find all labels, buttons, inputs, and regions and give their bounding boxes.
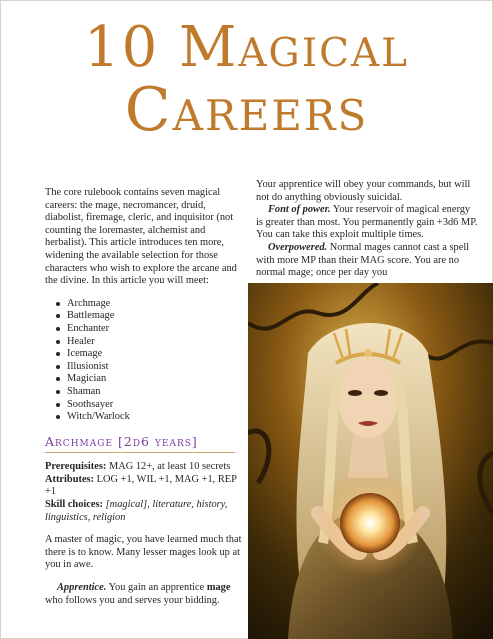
- archmage-description: A master of magic, you have learned much that there is to know. Many lesser mages look up at you in awe.: [45, 534, 242, 571]
- list-item: Soothsayer: [67, 399, 245, 412]
- list-item: Battlemage: [67, 310, 245, 323]
- right-column: [256, 179, 478, 290]
- apprentice-text-b: who follows you and serves your bidding.: [45, 594, 220, 606]
- overpowered-text: Normal mages cannot cast a spell with more MP than their MAG score. You are no normal mage; once per day you: [256, 241, 470, 279]
- apprentice-paragraph: [45, 582, 245, 607]
- skill-choices-label: Skill choices:: [45, 499, 104, 511]
- sorceress-illustration: [248, 283, 493, 639]
- page-title-line-2: Careers: [124, 75, 369, 145]
- list-item: Icemage: [67, 348, 245, 361]
- attributes-value: LOG +1, WIL +1, MAG +1, REP +1: [45, 473, 237, 498]
- list-item: Illusionist: [67, 361, 245, 374]
- list-item: Magician: [67, 373, 245, 386]
- prerequisites-value: MAG 12+, at least 10 secrets: [108, 461, 231, 473]
- attributes-label: Attributes:: [45, 473, 95, 485]
- list-item: Healer: [67, 336, 245, 349]
- right-paragraph-1: Your apprentice will obey your commands, but will not do anything obviously suicidal.: [256, 179, 471, 203]
- apprentice-label: Apprentice.: [57, 582, 107, 594]
- font-of-power-text: Your reservoir of magical energy is greater than most. You permanently gain +3d6 MP. You can take this exploit multiple times.: [256, 204, 478, 241]
- overpowered-paragraph: [256, 242, 478, 280]
- font-of-power-paragraph: [256, 204, 478, 242]
- archmage-heading: Archmage [2d6 years]: [45, 433, 198, 449]
- page-title-line-1: 10 Magical: [83, 15, 410, 80]
- overpowered-label: Overpowered.: [268, 241, 328, 253]
- list-item: Shaman: [67, 386, 245, 399]
- left-column: [45, 187, 245, 617]
- skill-choices-line: [45, 499, 245, 524]
- list-item: Witch/Warlock: [67, 411, 245, 424]
- apprentice-bold: mage: [206, 582, 231, 594]
- font-of-power-label: Font of power.: [268, 204, 331, 216]
- list-item: Enchanter: [67, 323, 245, 336]
- attributes-line: [45, 474, 245, 499]
- apprentice-text-a: You gain an apprentice: [108, 582, 205, 594]
- section-divider: [45, 452, 235, 453]
- career-list: [45, 298, 245, 424]
- prerequisites-label: Prerequisites:: [45, 461, 107, 473]
- intro-paragraph: The core rulebook contains seven magical careers: the mage, necromancer, druid, diabolist, firemage, cleric, and inquisitor (not counting the loremaster, alchemist and herbalist). This article introduces ten more, widening the available selection for those characters who wish to explore the arcane and the divine. In this article you will meet:: [45, 187, 237, 287]
- prerequisites-line: [45, 461, 245, 474]
- list-item: Archmage: [67, 298, 245, 311]
- skill-choices-value: [magical], literature, history, linguistics, religion: [45, 499, 228, 523]
